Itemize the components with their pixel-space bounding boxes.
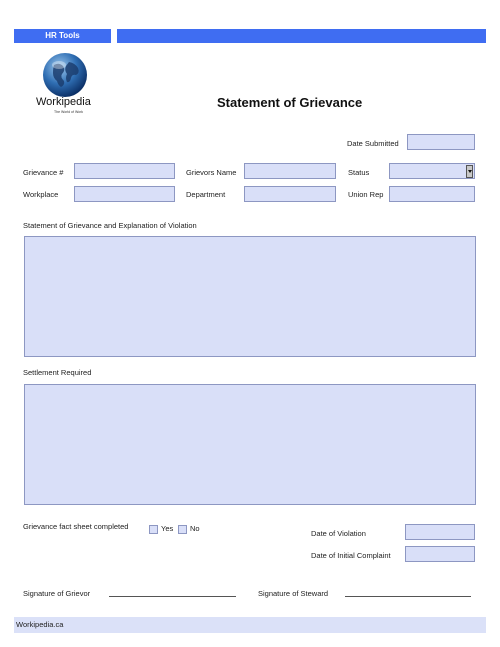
yes-checkbox[interactable] [149, 525, 158, 534]
footer-link[interactable]: Workipedia.ca [16, 620, 64, 629]
signature-steward-label: Signature of Steward [258, 589, 329, 598]
date-initial-complaint-label: Date of Initial Complaint [311, 551, 391, 560]
date-submitted-field[interactable] [407, 134, 475, 150]
no-label: No [190, 524, 200, 533]
department-field[interactable] [244, 186, 336, 202]
date-of-violation-field[interactable] [405, 524, 475, 540]
status-label: Status [348, 168, 370, 177]
status-dropdown[interactable] [389, 163, 475, 179]
brand-tagline: The World of Work [54, 110, 84, 114]
workplace-field[interactable] [74, 186, 175, 202]
yes-label: Yes [161, 524, 174, 533]
date-initial-complaint-field[interactable] [405, 546, 475, 562]
signature-grievor-line[interactable] [109, 596, 236, 597]
union-rep-field[interactable] [389, 186, 475, 202]
grievance-no-label: Grievance # [23, 168, 64, 177]
settlement-label: Settlement Required [23, 368, 92, 377]
brand-name: Workipedia [36, 96, 91, 108]
form-title: Statement of Grievance [217, 95, 363, 110]
department-label: Department [186, 190, 226, 199]
statement-label: Statement of Grievance and Explanation of Violation [23, 221, 197, 230]
settlement-textarea[interactable] [24, 384, 476, 505]
date-submitted-label: Date Submitted [347, 139, 399, 148]
no-checkbox[interactable] [178, 525, 187, 534]
grievance-no-field[interactable] [74, 163, 175, 179]
header-bar [117, 29, 486, 43]
globe-logo-icon [40, 52, 90, 98]
date-of-violation-label: Date of Violation [311, 529, 366, 538]
workplace-label: Workplace [23, 190, 59, 199]
signature-grievor-label: Signature of Grievor [23, 589, 91, 598]
chevron-down-icon[interactable] [466, 165, 473, 178]
hr-tools-tab-label: HR Tools [45, 31, 80, 40]
statement-textarea[interactable] [24, 236, 476, 357]
hr-tools-tab[interactable] [14, 29, 111, 43]
footer-bar [14, 617, 486, 633]
signature-steward-line[interactable] [345, 596, 471, 597]
grievors-name-field[interactable] [244, 163, 336, 179]
fact-sheet-label: Grievance fact sheet completed [23, 522, 129, 531]
grievors-name-label: Grievors Name [186, 168, 237, 177]
union-rep-label: Union Rep [348, 190, 384, 199]
